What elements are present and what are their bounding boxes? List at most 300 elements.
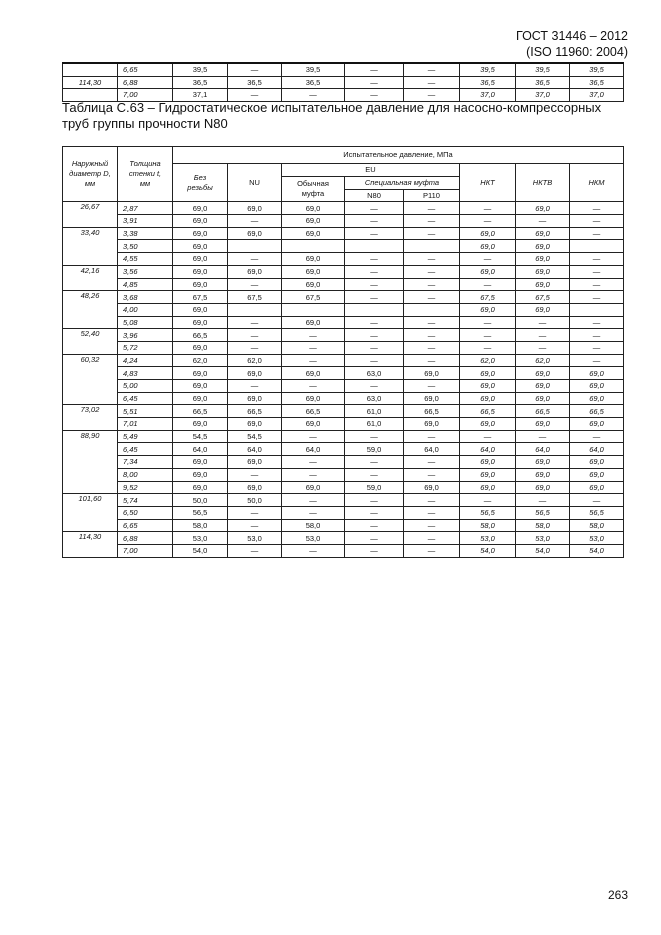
table-row	[63, 63, 624, 76]
pressure-cell: 69,0	[173, 227, 228, 240]
pressure-cell: 61,0	[345, 405, 404, 418]
pressure-cell: 67,5	[516, 291, 570, 304]
pressure-cell: 69,0	[570, 456, 624, 469]
pressure-cell: —	[570, 227, 624, 240]
pressure-cell: 58,0	[173, 519, 228, 532]
header-nktv: НКТВ	[516, 164, 570, 202]
continuation-table	[62, 62, 624, 102]
pressure-cell: —	[404, 329, 460, 342]
pressure-cell: 36,5	[173, 76, 228, 89]
outer-diameter-cell: 101,60	[63, 494, 118, 532]
table-row	[63, 532, 624, 545]
pressure-cell: —	[404, 456, 460, 469]
pressure-cell: 37,0	[516, 89, 570, 102]
pressure-cell: 66,5	[173, 405, 228, 418]
pressure-cell: 62,0	[460, 354, 516, 367]
pressure-cell: 64,0	[173, 443, 228, 456]
pressure-cell: 69,0	[516, 227, 570, 240]
table-row	[63, 240, 624, 253]
pressure-cell: 69,0	[570, 392, 624, 405]
pressure-cell: —	[404, 468, 460, 481]
pressure-cell	[404, 240, 460, 253]
pressure-cell: 69,0	[460, 367, 516, 380]
pressure-cell: 69,0	[516, 418, 570, 431]
pressure-cell: 53,0	[460, 532, 516, 545]
table-row	[63, 367, 624, 380]
pressure-cell: 69,0	[460, 468, 516, 481]
pressure-cell: —	[345, 494, 404, 507]
outer-diameter-cell: 114,30	[63, 76, 118, 89]
wall-thickness-cell: 6,88	[118, 532, 173, 545]
pressure-cell: —	[404, 341, 460, 354]
pressure-cell: 54,0	[516, 544, 570, 557]
wall-thickness-cell: 6,50	[118, 506, 173, 519]
pressure-cell: 69,0	[173, 253, 228, 266]
pressure-cell: 69,0	[570, 468, 624, 481]
pressure-cell: —	[570, 202, 624, 215]
table-row	[63, 481, 624, 494]
pressure-cell: 64,0	[516, 443, 570, 456]
pressure-cell: —	[404, 227, 460, 240]
pressure-cell: —	[516, 215, 570, 228]
pressure-cell: 66,5	[460, 405, 516, 418]
table-caption: Таблица С.63 – Гидростатическое испытательное давление для насосно-компрессорных труб группы прочности N80	[62, 100, 602, 131]
pressure-cell: 62,0	[173, 354, 228, 367]
pressure-cell: 56,5	[570, 506, 624, 519]
pressure-cell: —	[570, 430, 624, 443]
pressure-cell: —	[404, 278, 460, 291]
pressure-cell: 36,5	[228, 76, 282, 89]
table-row	[63, 443, 624, 456]
pressure-cell: 53,0	[282, 532, 345, 545]
pressure-cell: —	[516, 316, 570, 329]
pressure-cell: 69,0	[282, 481, 345, 494]
pressure-cell: —	[345, 380, 404, 393]
wall-thickness-cell: 5,74	[118, 494, 173, 507]
pressure-cell: 69,0	[404, 418, 460, 431]
pressure-cell: 63,0	[345, 392, 404, 405]
pressure-cell: —	[460, 253, 516, 266]
table-row	[63, 456, 624, 469]
pressure-cell	[345, 240, 404, 253]
wall-thickness-cell: 4,85	[118, 278, 173, 291]
header-n80: N80	[345, 189, 404, 202]
wall-thickness-cell: 7,01	[118, 418, 173, 431]
pressure-cell: 69,0	[570, 418, 624, 431]
pressure-cell: —	[228, 63, 282, 76]
pressure-cell: 69,0	[516, 392, 570, 405]
wall-thickness-cell: 2,87	[118, 202, 173, 215]
pressure-cell: 59,0	[345, 481, 404, 494]
pressure-cell: 58,0	[516, 519, 570, 532]
pressure-cell: —	[345, 519, 404, 532]
pressure-cell: 69,0	[228, 227, 282, 240]
pressure-cell: —	[345, 63, 404, 76]
pressure-cell: —	[282, 354, 345, 367]
table-row	[63, 253, 624, 266]
pressure-cell: —	[345, 291, 404, 304]
wall-thickness-cell: 7,34	[118, 456, 173, 469]
pressure-cell: —	[404, 430, 460, 443]
table-row	[63, 354, 624, 367]
iso-reference: (ISO 11960: 2004)	[526, 45, 628, 59]
pressure-cell: 69,0	[228, 481, 282, 494]
header-special-coupling: Специальная муфта	[345, 177, 460, 190]
pressure-cell: —	[516, 430, 570, 443]
pressure-cell: 69,0	[460, 303, 516, 316]
wall-thickness-cell: 5,49	[118, 430, 173, 443]
pressure-cell: —	[516, 494, 570, 507]
pressure-cell: —	[516, 329, 570, 342]
pressure-cell: 58,0	[570, 519, 624, 532]
pressure-cell: 69,0	[516, 367, 570, 380]
wall-thickness-cell: 5,00	[118, 380, 173, 393]
pressure-cell: 64,0	[282, 443, 345, 456]
pressure-cell: —	[345, 544, 404, 557]
pressure-cell: 69,0	[516, 278, 570, 291]
pressure-cell: 69,0	[516, 481, 570, 494]
pressure-cell: 66,5	[173, 329, 228, 342]
pressure-cell: 37,1	[173, 89, 228, 102]
wall-thickness-cell: 6,88	[118, 76, 173, 89]
pressure-cell: 69,0	[173, 265, 228, 278]
pressure-cell: —	[228, 329, 282, 342]
outer-diameter-cell	[63, 63, 118, 76]
pressure-cell: 64,0	[404, 443, 460, 456]
wall-thickness-cell: 5,08	[118, 316, 173, 329]
wall-thickness-cell: 3,50	[118, 240, 173, 253]
pressure-cell	[282, 303, 345, 316]
wall-thickness-cell: 3,96	[118, 329, 173, 342]
pressure-cell: 69,0	[282, 392, 345, 405]
pressure-cell: —	[345, 76, 404, 89]
wall-thickness-cell: 7,00	[118, 89, 173, 102]
pressure-cell: 63,0	[345, 367, 404, 380]
pressure-cell: 69,0	[404, 367, 460, 380]
document-header	[516, 28, 628, 60]
wall-thickness-cell: 3,91	[118, 215, 173, 228]
table-row	[63, 468, 624, 481]
pressure-cell: 69,0	[173, 456, 228, 469]
pressure-cell: 69,0	[460, 418, 516, 431]
table-row	[63, 392, 624, 405]
pressure-cell: 39,5	[570, 63, 624, 76]
outer-diameter-cell: 26,67	[63, 202, 118, 227]
standard-code: ГОСТ 31446 – 2012	[516, 29, 628, 43]
pressure-cell: 69,0	[173, 316, 228, 329]
pressure-cell: —	[570, 329, 624, 342]
pressure-cell: 69,0	[173, 278, 228, 291]
pressure-cell: —	[282, 506, 345, 519]
pressure-cell: 69,0	[228, 418, 282, 431]
pressure-cell: 69,0	[282, 253, 345, 266]
pressure-cell: 36,5	[282, 76, 345, 89]
pressure-cell: —	[570, 494, 624, 507]
pressure-cell: —	[345, 227, 404, 240]
header-nkm: НКМ	[570, 164, 624, 202]
pressure-cell: —	[345, 354, 404, 367]
pressure-cell: 69,0	[460, 481, 516, 494]
pressure-cell: 39,5	[516, 63, 570, 76]
pressure-cell: 69,0	[516, 253, 570, 266]
pressure-cell: 69,0	[570, 380, 624, 393]
pressure-cell	[570, 240, 624, 253]
pressure-cell: 67,5	[282, 291, 345, 304]
pressure-cell: —	[345, 430, 404, 443]
outer-diameter-cell: 73,02	[63, 405, 118, 430]
header-nu: NU	[228, 164, 282, 202]
pressure-cell: 64,0	[460, 443, 516, 456]
pressure-cell: —	[282, 494, 345, 507]
pressure-cell: 54,0	[570, 544, 624, 557]
pressure-cell: —	[345, 468, 404, 481]
pressure-cell: —	[345, 202, 404, 215]
pressure-cell: 69,0	[173, 303, 228, 316]
pressure-cell: 66,5	[516, 405, 570, 418]
pressure-cell: —	[228, 316, 282, 329]
pressure-cell: —	[404, 202, 460, 215]
pressure-cell: —	[228, 468, 282, 481]
pressure-cell	[404, 303, 460, 316]
pressure-cell: —	[282, 544, 345, 557]
table-row	[63, 380, 624, 393]
table-row	[63, 76, 624, 89]
header-plain-end: Без резьбы	[173, 164, 228, 202]
pressure-cell: —	[570, 354, 624, 367]
table-row	[63, 303, 624, 316]
pressure-cell: —	[404, 354, 460, 367]
pressure-cell: —	[460, 430, 516, 443]
table-row	[63, 202, 624, 215]
pressure-cell: 61,0	[345, 418, 404, 431]
pressure-cell: —	[282, 89, 345, 102]
pressure-cell: —	[516, 341, 570, 354]
pressure-cell: —	[460, 341, 516, 354]
table-row	[63, 418, 624, 431]
pressure-cell: 54,0	[173, 544, 228, 557]
pressure-cell: 53,0	[228, 532, 282, 545]
pressure-cell: —	[228, 89, 282, 102]
pressure-cell: 69,0	[516, 202, 570, 215]
pressure-cell: —	[404, 506, 460, 519]
pressure-cell: 39,5	[460, 63, 516, 76]
table-row	[63, 519, 624, 532]
pressure-cell: —	[404, 380, 460, 393]
pressure-cell: 53,0	[570, 532, 624, 545]
pressure-cell: 69,0	[460, 265, 516, 278]
pressure-cell: —	[460, 329, 516, 342]
pressure-cell: 69,0	[460, 392, 516, 405]
header-p110: P110	[404, 189, 460, 202]
pressure-cell: —	[228, 506, 282, 519]
pressure-cell: 37,0	[570, 89, 624, 102]
wall-thickness-cell: 6,45	[118, 443, 173, 456]
pressure-cell: 58,0	[460, 519, 516, 532]
pressure-cell: —	[404, 544, 460, 557]
pressure-cell: 53,0	[173, 532, 228, 545]
pressure-cell: 69,0	[173, 202, 228, 215]
pressure-cell: —	[282, 329, 345, 342]
pressure-cell: 69,0	[516, 456, 570, 469]
wall-thickness-cell: 8,00	[118, 468, 173, 481]
wall-thickness-cell: 6,65	[118, 519, 173, 532]
table-row	[63, 278, 624, 291]
pressure-cell: 56,5	[516, 506, 570, 519]
pressure-cell: —	[282, 341, 345, 354]
pressure-cell: —	[404, 494, 460, 507]
pressure-cell: 56,5	[173, 506, 228, 519]
pressure-cell: 59,0	[345, 443, 404, 456]
pressure-cell: 69,0	[228, 456, 282, 469]
header-test-pressure: Испытательное давление, МПа	[173, 147, 624, 164]
pressure-cell	[228, 303, 282, 316]
pressure-cell: —	[404, 532, 460, 545]
pressure-cell: 69,0	[282, 367, 345, 380]
pressure-cell: 66,5	[404, 405, 460, 418]
pressure-cell: —	[345, 89, 404, 102]
pressure-cell: 69,0	[173, 341, 228, 354]
pressure-cell: 62,0	[516, 354, 570, 367]
table-row	[63, 341, 624, 354]
pressure-cell: 69,0	[173, 468, 228, 481]
pressure-cell: —	[404, 316, 460, 329]
pressure-cell: 69,0	[173, 392, 228, 405]
pressure-cell: 69,0	[173, 367, 228, 380]
pressure-cell: —	[228, 215, 282, 228]
pressure-cell: 69,0	[460, 456, 516, 469]
wall-thickness-cell: 3,56	[118, 265, 173, 278]
table-row	[63, 430, 624, 443]
outer-diameter-cell: 52,40	[63, 329, 118, 354]
pressure-cell: 50,0	[228, 494, 282, 507]
pressure-table	[62, 146, 624, 558]
pressure-cell: 69,0	[516, 380, 570, 393]
table-row	[63, 227, 624, 240]
pressure-cell: —	[404, 291, 460, 304]
wall-thickness-cell: 9,52	[118, 481, 173, 494]
pressure-cell: 69,0	[570, 367, 624, 380]
table-row	[63, 544, 624, 557]
pressure-cell: —	[570, 265, 624, 278]
pressure-cell: 54,5	[228, 430, 282, 443]
pressure-cell: —	[460, 215, 516, 228]
pressure-cell: —	[404, 519, 460, 532]
wall-thickness-cell: 4,00	[118, 303, 173, 316]
pressure-cell: 69,0	[282, 265, 345, 278]
pressure-cell: 69,0	[228, 265, 282, 278]
outer-diameter-cell: 60,32	[63, 354, 118, 405]
pressure-cell: 67,5	[228, 291, 282, 304]
table-row	[63, 316, 624, 329]
pressure-cell: —	[345, 341, 404, 354]
pressure-cell: 69,0	[282, 202, 345, 215]
pressure-cell: —	[345, 215, 404, 228]
table-row	[63, 494, 624, 507]
wall-thickness-cell: 6,65	[118, 63, 173, 76]
pressure-cell: 67,5	[173, 291, 228, 304]
pressure-cell: —	[228, 380, 282, 393]
pressure-cell: 69,0	[282, 278, 345, 291]
pressure-cell: —	[228, 544, 282, 557]
pressure-cell: 69,0	[228, 367, 282, 380]
pressure-cell: 69,0	[516, 468, 570, 481]
pressure-cell: 69,0	[173, 215, 228, 228]
header-outer-diameter: Наружный диаметр D, мм	[63, 147, 118, 202]
pressure-cell	[282, 240, 345, 253]
pressure-cell: 69,0	[460, 380, 516, 393]
pressure-cell: 69,0	[460, 240, 516, 253]
pressure-cell	[570, 303, 624, 316]
pressure-cell: —	[345, 506, 404, 519]
pressure-cell: 39,5	[173, 63, 228, 76]
wall-thickness-cell: 3,68	[118, 291, 173, 304]
table-row	[63, 215, 624, 228]
pressure-cell: 69,0	[516, 240, 570, 253]
wall-thickness-cell: 7,00	[118, 544, 173, 557]
pressure-cell: —	[282, 456, 345, 469]
pressure-cell: 36,5	[460, 76, 516, 89]
wall-thickness-cell: 4,55	[118, 253, 173, 266]
pressure-cell: —	[404, 63, 460, 76]
page-number: 263	[607, 888, 628, 902]
outer-diameter-cell: 114,30	[63, 532, 118, 557]
pressure-cell: —	[570, 215, 624, 228]
wall-thickness-cell: 5,51	[118, 405, 173, 418]
pressure-cell: 69,0	[516, 265, 570, 278]
pressure-cell: 64,0	[570, 443, 624, 456]
pressure-cell: 64,0	[228, 443, 282, 456]
pressure-cell: 62,0	[228, 354, 282, 367]
pressure-cell: —	[570, 291, 624, 304]
wall-thickness-cell: 3,38	[118, 227, 173, 240]
pressure-cell: —	[345, 265, 404, 278]
pressure-cell: —	[228, 519, 282, 532]
pressure-cell: 37,0	[460, 89, 516, 102]
pressure-cell: —	[404, 215, 460, 228]
pressure-cell: 53,0	[516, 532, 570, 545]
pressure-cell: 69,0	[173, 240, 228, 253]
pressure-cell: —	[570, 278, 624, 291]
pressure-cell: —	[460, 316, 516, 329]
header-nkt: НКТ	[460, 164, 516, 202]
table-row	[63, 506, 624, 519]
pressure-cell: —	[404, 76, 460, 89]
pressure-cell: 69,0	[516, 303, 570, 316]
pressure-cell: —	[345, 456, 404, 469]
pressure-cell: 56,5	[460, 506, 516, 519]
pressure-cell: 69,0	[282, 215, 345, 228]
pressure-cell	[228, 240, 282, 253]
wall-thickness-cell: 4,24	[118, 354, 173, 367]
pressure-cell: 67,5	[460, 291, 516, 304]
pressure-cell: 50,0	[173, 494, 228, 507]
pressure-cell: —	[404, 253, 460, 266]
outer-diameter-cell: 88,90	[63, 430, 118, 493]
pressure-cell: —	[345, 532, 404, 545]
table-row	[63, 329, 624, 342]
pressure-cell: —	[228, 253, 282, 266]
pressure-cell: 69,0	[282, 316, 345, 329]
wall-thickness-cell: 4,83	[118, 367, 173, 380]
pressure-cell: 69,0	[460, 227, 516, 240]
pressure-cell: 69,0	[228, 392, 282, 405]
pressure-cell: —	[404, 89, 460, 102]
pressure-cell: 69,0	[173, 380, 228, 393]
header-wall-thickness: Толщина стенки t, мм	[118, 147, 173, 202]
wall-thickness-cell: 5,72	[118, 341, 173, 354]
outer-diameter-cell: 33,40	[63, 227, 118, 265]
header-regular-coupling: Обычная муфта	[282, 177, 345, 202]
